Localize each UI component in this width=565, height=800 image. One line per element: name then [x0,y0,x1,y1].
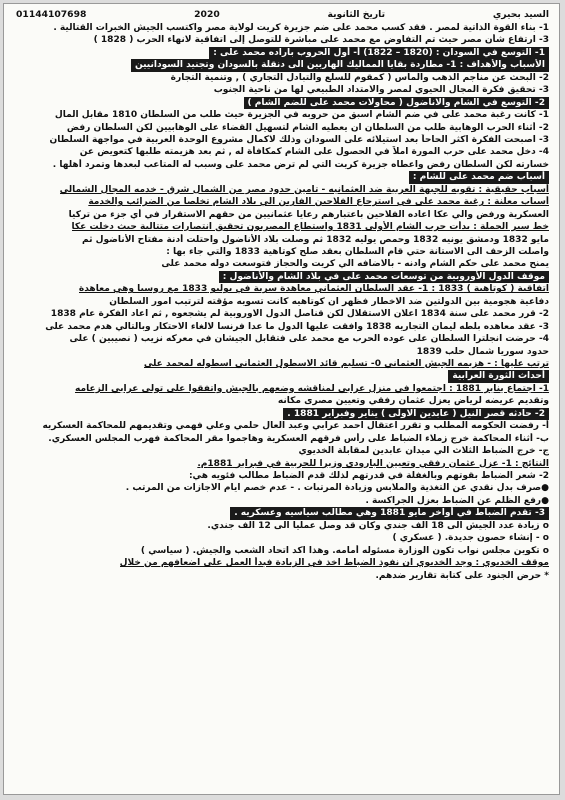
document-body [4,21,559,582]
text-line: 2- أثناء الحرب الوهابية طلب من السلطان ان يعطيه الشام لتسهيل القضاء على الوهابيين لكن السلطان رفض [66,122,549,133]
text-line: النتائج : 1- عزل عثمان رفقي وتعيين البارودي وزيرا للحربية في فبراير 1881م. [197,458,549,469]
phone-number: 01144107698 [16,9,87,20]
text-line: 2- قرر محمد على سنة 1834 اعلان الاستقلال لكن قناصل الدول الاوروبية لم يشجعوه , ثم اعاد الفكرة عام 1838 [50,309,549,320]
text-line: أ- رفضت الحكومه المطلب و تقرر اعتقال احمد عرابي وعبد العال حلمي وعلي فهمي وتقديمهم للمحاكمة العسكريه [42,421,549,432]
text-line: 1- بناء القوة الذاتية لمصر . فقد كسب محمد على ضم جزيرة كريت لولاية مصر واكتسب الجيش الخبرات القتالية . [53,23,549,33]
section-heading: 2- التوسع في الشام والاناضول ( محاولات محمد على للضم الشام ) [244,97,549,109]
text-line: ج- خرج الضباط الثلاث الي ميدان عابدين لمقابلة الخديوي [298,446,549,457]
text-line: خط سير الحملة : بدأت حرب الشام الأولى 1831 واستطاع المصريون تحقيق انتصارات متتالية حيث دخلت عكا [71,222,549,233]
text-line: ●رفع الظلم عن الضباط بعزل الجراكسة . [365,495,549,506]
section-heading: أسباب ضم محمد على للشام : [409,171,549,183]
text-line: ب- أثناء المحاكمة خرج زملاء الضباط على رأس فرقهم العسكرية وهاجموا مقر المحاكمة فهرب المجلس العسكري. [48,433,549,444]
text-line: 3- تحقيق فكرة المجال الحيوي لمصر والامتداد الطبيعي لها من ناحية الجنوب [213,85,549,96]
text-line: حدود سوريا شمال حلب 1839 [416,346,549,357]
text-line: ترتب عليها : - هزيمه الجيش العثماني 0- تسليم قائد الاسطول العثماني اسطوله لمحمد على [143,358,549,369]
section-heading: 1- التوسع في السودان : (1820 – 1822) أ- أول الحروب باراده محمد على : [209,47,549,59]
text-line: دفاعية هجومية بين الدولتين ضد الاخطار فظهر ان كوتاهيه كانت تسويه مؤقته لترتيب امور السلطان [109,296,549,307]
subject-title: تاريخ الثانوية [327,9,386,20]
text-line: 1- اجتماع يناير 1881 : اجتمعوا في منزل عرابي لمناقشه وضعهم بالجيش واتفقوا على تولى عرابي الزعامه [75,383,549,394]
text-line: 4- دخل محمد على حرب المورة املاً في الحصول على الشام كمكافأة له , ثم بعد هزيمته طلبها كتعويض عن [79,147,549,158]
text-line: 3- اصبحت الفكرة اكثر الحاحاً بعد استيلائه على السودان وذلك لاكمال مشروع الوحدة العربية في مواجهة السلطان [49,134,549,145]
document-page [3,3,560,795]
text-line: أسباب حقيقية : تقويه للجبهة العربية ضد العثمانيه - تامين حدود مصر من الشمال شرق - خدمه المجال الشمالي [59,184,549,195]
text-line: 1- كانت رغبة محمد على في ضم الشام اسبق من حروبه في الجزيرة حيث طلب من السلطان 1810 مقابل المال [54,110,549,121]
text-line: o - إنشاء حصون جديدة. ( عسكري ) [392,533,549,544]
text-line: يمنح محمد على حكم الشام وادنه - بالاضافه الي كريت والحجاز فتوسعت دوله محمد على [161,259,549,270]
section-heading: 3- تقدم الضباط في أواخر مايو 1881 وهي مطالب سياسيه وعسكريه . [230,507,549,519]
text-line: وتقديم عريضه لرياض يعزل عثمان رفقي وتعيين مصرى مكانه [277,396,549,407]
text-line: 4- حرضت انجلترا السلطان على عوده الحرب مع محمد على فتقابل الجيشان في معركه نزيب ( نصيبين ) على [69,334,549,345]
text-line: خسارته لكن السلطان رفض واعطاه جزيرة كريت التي لم ترض محمد على وسبب له المتاعب لبعدها وتمرد أهلها . [52,159,549,170]
author-name: السيد بحيري [492,9,549,20]
text-line: موقف الخديوي : وجد الخديوي ان نفوذ الضباط اخذ في الزيادة فبدأ العمل على اضعافهم من خلال [119,558,549,569]
text-line: ●صرف بدل نقدي عن التغذية والملابس وزيادة المرتبات . - عدم خصم ايام الاجازات من المرتب . [125,483,549,494]
section-heading: الأسباب والأهداف : 1- مطاردة بقايا المماليك الهاربين الى دنقلة بالسودان وتجنيد السودانيين [131,59,549,71]
section-heading: أحداث الثورة العرابية [448,370,549,382]
text-line: مايو 1832 ودمشق يونيه 1832 وحمص يوليه 1832 ثم وصلت بلاد الأناضول واحتلت أدنة مفتاح الأناضول ثم [82,234,549,245]
page-header [4,4,559,21]
section-heading: موقف الدول الأوروبية من توسعات محمد على في بلاد الشام والأناضول : [219,271,549,283]
year: 2020 [194,9,220,20]
text-line: 2- البحث عن مناجم الذهب والماس ( كمقوم للسلع والتبادل التجاري ) , وتنمية التجارة [170,72,549,83]
text-line: العسكرية ورفض والي عكا اعاده الفلاحين باعتبارهم رعايا عثمانيين من حقهم الاستقرار في أي جزء من تركيا [68,209,549,220]
text-line: o زيادة عدد الجيش الى 18 الف جندي وكان قد وصل عمليا الى 12 الف جندي. [207,520,549,531]
text-line: أسباب معلنة : رغبة محمد على في استرجاع الفلاحين الفارين الي بلاد الشام تخلصا من الضرائب والخدمة [88,197,549,208]
text-line: 2- شعر الضباط بقوتهم وبالغفلة في قدرتهم لذلك قدم الضباط مطالب فئويه هي: [188,470,549,481]
text-line: * حرض الجنود على كتابة تقارير ضدهم. [375,570,549,581]
section-heading: 2- حادثه قصر النيل ( عابدين الاولى ) يناير وفبراير 1881 . [283,408,549,420]
text-line: 3- ارتفاع شأن مصر حيث تم التفاوض مع محمد على مباشرة للتوصل إلى اتفاقية لانهاء الحرب ( 1828 ) [93,35,549,46]
text-line: اتفاقية ( كوتاهية ) 1833 : 1- عقد السلطان العثماني معاهدة سرية في يوليو 1833 مع روسيا وهي معاهدة [78,284,549,295]
text-line: واصلت الزحف الى الاستانة حتي قام السلطان بعقد صلح كوتاهية 1833 والتي جاء بها : [166,246,549,257]
text-line: 3- عقد معاهده بلطه ليمان التجاريه 1838 وافقت عليها الدول ما عدا فرنسا لالغاء الاحتكار وبالتالي هدم محمد على [45,321,549,332]
text-line: o تكوين مجلس نواب تكون الوزارة مسئوله أمامه. وهذا اكد اتحاد الشعب والجيش. ( سياسي ) [140,545,549,556]
